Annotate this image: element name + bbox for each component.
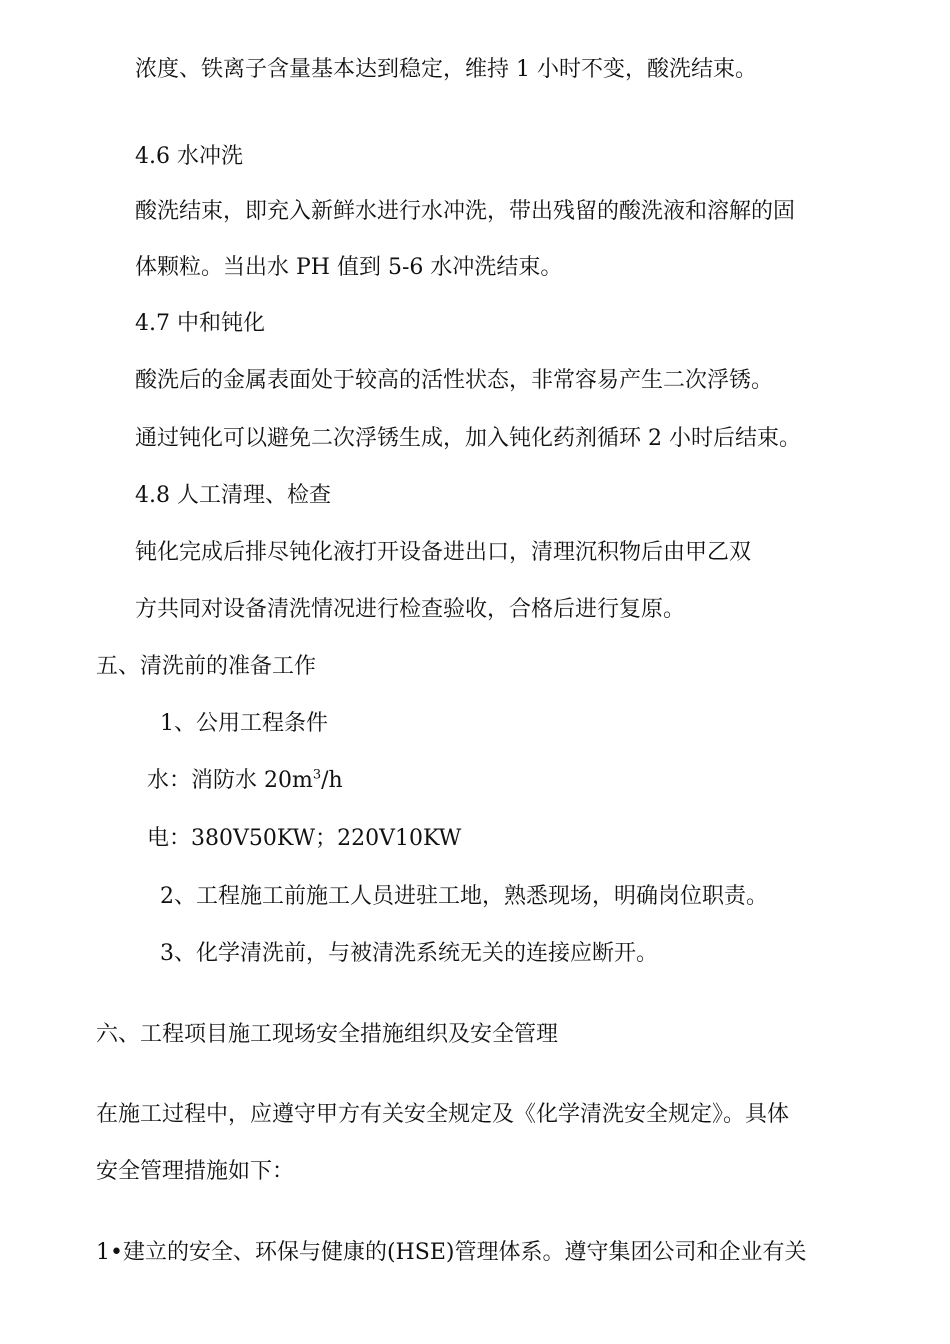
paragraph-line: 体颗粒。当出水 PH 值到 5-6 水冲洗结束。	[135, 255, 563, 280]
water-requirement	[147, 766, 343, 796]
list-item-1: 1、公用工程条件	[160, 711, 328, 736]
list-item-3: 3、化学清洗前，与被清洗系统无关的连接应断开。	[160, 941, 658, 966]
water-requirement-unit: /h	[321, 768, 343, 793]
superscript-exponent: 3	[312, 767, 322, 783]
power-requirement: 电：380V50KW；220V10KW	[147, 826, 462, 851]
water-requirement-text: 水：消防水 20m	[147, 768, 313, 793]
chapter-heading-6: 六、工程项目施工现场安全措施组织及安全管理	[96, 1022, 559, 1047]
paragraph-line: 浓度、铁离子含量基本达到稳定，维持 1 小时不变，酸洗结束。	[135, 57, 757, 82]
section-heading-4-6: 4.6 水冲洗	[135, 144, 243, 169]
paragraph-line: 钝化完成后排尽钝化液打开设备进出口，清理沉积物后由甲乙双	[135, 540, 752, 565]
paragraph-line: 1•建立的安全、环保与健康的(HSE)管理体系。遵守集团公司和企业有关	[96, 1240, 807, 1265]
paragraph-line: 方共同对设备清洗情况进行检查验收，合格后进行复原。	[135, 597, 686, 622]
section-heading-4-7: 4.7 中和钝化	[135, 311, 265, 336]
section-heading-4-8: 4.8 人工清理、检查	[135, 483, 331, 508]
paragraph-line: 酸洗后的金属表面处于较高的活性状态，非常容易产生二次浮锈。	[135, 368, 774, 393]
chapter-heading-5: 五、清洗前的准备工作	[96, 654, 317, 679]
list-item-2: 2、工程施工前施工人员进驻工地，熟悉现场，明确岗位职责。	[160, 884, 768, 909]
paragraph-line: 通过钝化可以避免二次浮锈生成，加入钝化药剂循环 2 小时后结束。	[135, 426, 801, 451]
paragraph-line: 酸洗结束，即充入新鲜水进行水冲洗，带出残留的酸洗液和溶解的固	[135, 199, 796, 224]
paragraph-line: 安全管理措施如下：	[96, 1159, 295, 1184]
paragraph-line: 在施工过程中，应遵守甲方有关安全规定及《化学清洗安全规定》。具体	[96, 1102, 790, 1127]
